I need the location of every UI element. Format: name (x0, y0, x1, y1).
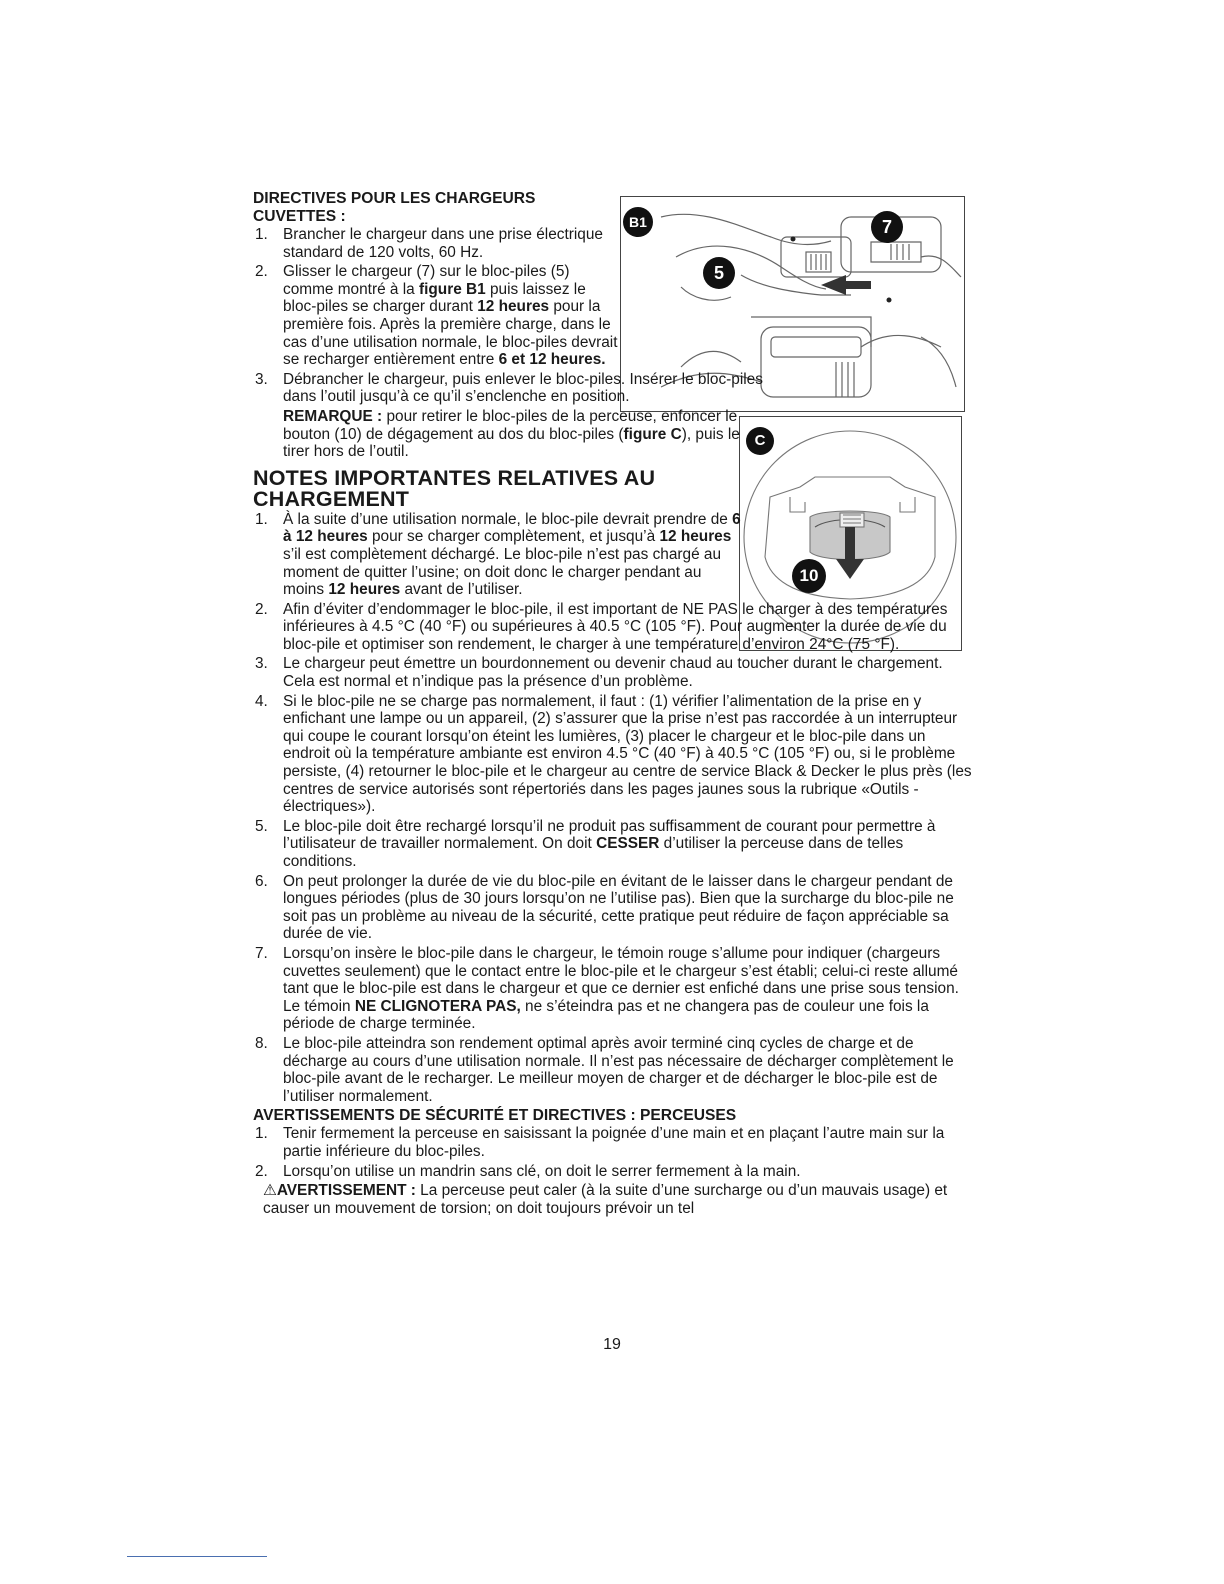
item-text: Brancher le chargeur dans une prise électrique standard de 120 volts, 60 Hz. (283, 226, 603, 261)
list-item (253, 655, 973, 690)
notes-list (253, 511, 973, 1106)
remarque (253, 408, 743, 461)
safety-list (253, 1125, 973, 1180)
item-bold: NE CLIGNOTERA PAS, (354, 997, 521, 1015)
item-text: Lorsqu’on utilise un mandrin sans clé, on doit le serrer fermement à la main. (283, 1162, 801, 1180)
item-text: Tenir fermement la perceuse en saisissant la poignée d’une main et en plaçant l’autre main sur la partie inférieure du bloc-piles. (283, 1125, 945, 1160)
item-text: Glisser le chargeur (7) sur le bloc-piles (5) comme montré à la (283, 263, 570, 298)
item-bold: 6 et 12 heures. (498, 351, 606, 369)
notes-heading-line2: CHARGEMENT (253, 486, 410, 511)
badge-5-label: 5 (713, 263, 724, 283)
item-text: avant de l’utiliser. (400, 581, 523, 599)
list-item (253, 263, 618, 369)
list-item (253, 1035, 973, 1105)
list-item (253, 693, 973, 816)
item-bold: 6 à 12 heures (283, 510, 741, 546)
item-number: 3. (255, 655, 268, 673)
item-text: À la suite d’une utilisation normale, le bloc-pile devrait prendre de (283, 510, 733, 528)
item-text: ne s’éteindra pas et ne changera pas de couleur une fois la période de charge terminée. (283, 997, 929, 1033)
item-number: 7. (255, 944, 268, 962)
item-text: d’utiliser la perceuse dans de telles conditions. (283, 835, 904, 870)
list-item (253, 1163, 973, 1181)
notes-heading-line1: NOTES IMPORTANTES RELATIVES AU (253, 465, 656, 490)
badge-b1-label: B1 (629, 214, 647, 230)
item-text: On peut prolonger la durée de vie du bloc-pile en évitant de le laisser dans le chargeur pendant de longues périodes (plus de 30 jours lorsqu’on ne l’utilise pas). Bien que la surcharge du bloc-pile ne soit pas un problème au niveau de la sécurité, cette pratique peut réduire de façon appréciable sa durée de vie. (283, 872, 954, 943)
main-text (253, 190, 973, 1217)
item-text: Le bloc-pile doit être rechargé lorsqu’il ne produit pas suffisamment de courant pour permettre à l’utilisateur de travailler normalement. On doit (283, 817, 936, 853)
charger-section (253, 190, 618, 369)
item-text: Le bloc-pile atteindra son rendement optimal après avoir terminé cinq cycles de charge et de décharge au cours d’une utilisation normale. Il n’est pas nécessaire de décharger complètement le bloc-pile avant de le recharger. Le meilleur moyen de charger et de décharger le bloc-pile est de l’utiliser normalement. (283, 1034, 954, 1105)
item-text: Débrancher le chargeur, puis enlever le bloc-piles. Insérer le bloc-piles dans l’outil jusqu’à ce qu’il s’enclenche en position. (283, 370, 763, 406)
badge-10-label: 10 (799, 566, 819, 585)
item-number: 1. (255, 510, 268, 528)
remarque-label: REMARQUE : (283, 407, 383, 425)
item-text: Si le bloc-pile ne se charge pas normalement, il faut : (1) vérifier l’alimentation de la prise en y enfichant une lampe ou un appareil, (2) s’assurer que la prise n’est pas raccordée à un interrupteur qui coupe le courant lorsqu’on éteint les lumières, (3) placer le chargeur et le bloc-pile dans un endroit où la température ambiante est environ 4.5 °C (40 °F) à 40.5 °C (105 °F) ou, si le problème persiste, (4) retourner le bloc-pile et le chargeur au centre de service Black & Decker le plus près (les centres de service autorisés sont répertoriés dans les pages jaunes sous la rubrique «Outils - électriques»). (283, 692, 972, 816)
item-number: 2. (255, 263, 268, 281)
charger-heading-line1: DIRECTIVES POUR LES CHARGEURS (253, 190, 536, 207)
list-item (253, 945, 973, 1033)
list-item (253, 371, 773, 406)
item-number: 4. (255, 692, 268, 710)
warning-label: AVERTISSEMENT : (276, 1182, 416, 1200)
item-bold: 12 heures (659, 528, 732, 546)
item-number: 1. (255, 1125, 268, 1143)
item-number: 1. (255, 226, 268, 243)
warning-text: La perceuse peut caler (à la suite d’une surcharge ou d’un mauvais usage) et causer un mouvement de torsion; on doit toujours prévoir un tel (263, 1182, 948, 1217)
item-bold: 12 heures (328, 581, 401, 599)
warning-paragraph (253, 1182, 973, 1217)
safety-heading: AVERTISSEMENTS DE SÉCURITÉ ET DIRECTIVES : PERCEUSES (253, 1107, 737, 1125)
list-item (253, 511, 743, 599)
page-number: 19 (603, 1336, 621, 1353)
item-bold: figure B1 (419, 280, 486, 298)
footer-rule (127, 1556, 267, 1557)
list-item (253, 601, 973, 654)
charger-heading-line2: CUVETTES : (253, 208, 346, 225)
charger-list-cont (253, 371, 973, 406)
warning-triangle-icon: ⚠ (263, 1182, 277, 1200)
item-text: pour la première fois. Après la première charge, dans le cas d’une utilisation normale, le bloc-piles devrait se recharger entièrement entre (283, 298, 618, 369)
item-bold: 12 heures (477, 298, 550, 316)
item-number: 2. (255, 600, 268, 618)
item-bold: CESSER (596, 835, 660, 853)
item-number: 8. (255, 1034, 268, 1052)
list-item (253, 226, 618, 261)
item-number: 5. (255, 817, 268, 835)
item-number: 3. (255, 370, 268, 388)
item-number: 2. (255, 1162, 268, 1180)
item-number: 6. (255, 872, 268, 890)
remarque-bold: figure C (623, 425, 682, 443)
badge-7-label: 7 (881, 217, 892, 237)
item-text: Le chargeur peut émettre un bourdonnement ou devenir chaud au toucher durant le chargement. Cela est normal et n’indique pas la présence d’un problème. (283, 655, 943, 691)
item-text: pour se charger complètement, et jusqu’à (367, 528, 660, 546)
charger-list (253, 226, 618, 369)
remarque-text: ), puis le tirer hors de l’outil. (283, 425, 740, 461)
item-text: puis laissez le bloc-piles se charger durant (283, 280, 586, 316)
list-item (253, 873, 973, 943)
list-item (253, 818, 973, 871)
item-text: s’il est complètement déchargé. Le bloc-pile n’est pas chargé au moment de quitter l’usine; on doit donc le charger pendant au moins (283, 545, 722, 599)
list-item (253, 1125, 973, 1160)
item-text: Afin d’éviter d’endommager le bloc-pile, il est important de NE PAS le charger à des températures inférieures à 4.5 °C (40 °F) ou supérieures à 40.5 °C (105 °F). Pour augmenter la durée de vie du bloc-pile et optimiser son rendement, le charger à une température d’environ 24°C (75 °F). (283, 600, 948, 653)
item-text: Lorsqu’on insère le bloc-pile dans le chargeur, le témoin rouge s’allume pour indiquer (chargeurs cuvettes seulement) que le contact entre le bloc-pile et le chargeur s’est établi; celui-ci reste allumé tant que le bloc-pile est dans le chargeur et que ce dernier est enfiché dans une prise sous tension. Le témoin (283, 944, 959, 1015)
badge-c-label: C (754, 432, 766, 449)
remarque-text: pour retirer le bloc-piles de la perceuse, enfoncer le bouton (10) de dégagement au dos du bloc-piles ( (283, 407, 738, 443)
